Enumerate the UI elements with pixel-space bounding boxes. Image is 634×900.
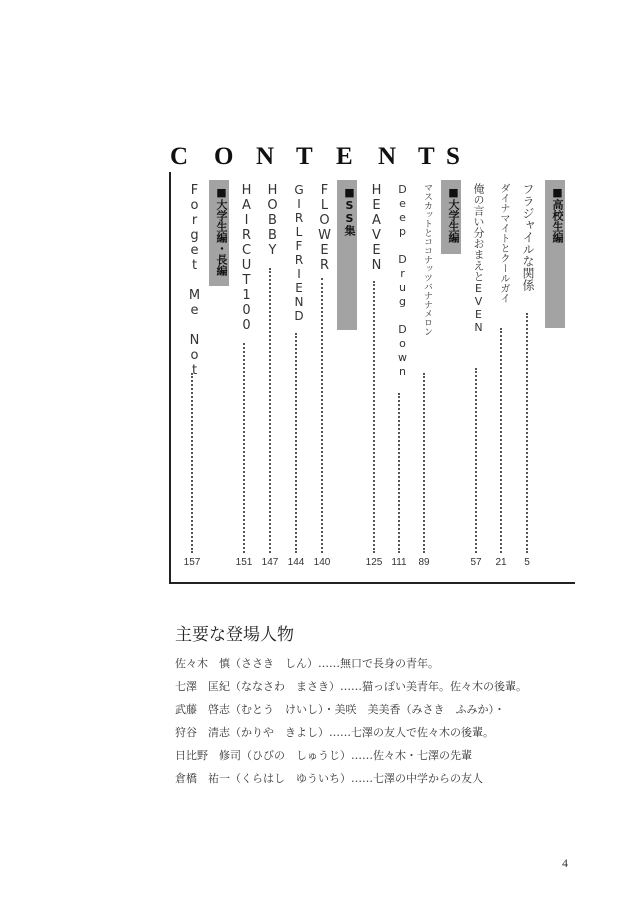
character-line: 佐々木 慎（ささき しん）……無口で長身の青年。 — [175, 657, 439, 670]
leader-dots — [475, 368, 477, 553]
leader-dots — [373, 281, 375, 553]
title-letter: T — [418, 143, 435, 170]
title-letter: T — [296, 143, 313, 170]
toc-entry[interactable] — [234, 183, 254, 555]
toc-entry[interactable] — [312, 183, 332, 555]
entry-page: 151 — [235, 557, 253, 568]
title-letter: C — [170, 143, 189, 170]
entry-page: 125 — [365, 557, 383, 568]
section-highschool — [545, 180, 565, 328]
entry-page: 5 — [524, 557, 530, 568]
entry-title: Forget Me Not — [187, 183, 202, 378]
characters-heading: 主要な登場人物 — [175, 625, 294, 645]
entry-title: フラジャイルな関係 — [521, 183, 535, 291]
title-letter: N — [378, 143, 397, 170]
entry-page: 144 — [287, 557, 305, 568]
entry-title: HAIRCUT100 — [239, 183, 254, 333]
leader-dots — [295, 333, 297, 553]
entry-title: HEAVEN — [369, 183, 384, 273]
toc-entry[interactable] — [364, 183, 384, 555]
leader-dots — [526, 313, 528, 553]
leader-dots — [243, 343, 245, 553]
entry-page: 157 — [183, 557, 201, 568]
entry-title: 俺の言い分おまえとEVEN — [472, 183, 485, 334]
section-label: ■大学生編 — [447, 186, 460, 243]
entry-title: Deep Drug Down — [396, 183, 409, 379]
toc-entry[interactable] — [517, 183, 537, 555]
page-number: 4 — [562, 856, 568, 870]
character-line: 狩谷 清志（かりや きよし）……七澤の友人で佐々木の後輩。 — [175, 726, 494, 739]
entry-title: ダイナマイトとクールガイ — [498, 183, 509, 303]
section-label: ■高校生編 — [551, 186, 564, 243]
leader-dots — [500, 328, 502, 553]
character-line: 武藤 啓志（むとう けいし）・美咲 美美香（みさき ふみか）・ — [175, 703, 505, 716]
entry-page: 111 — [391, 557, 407, 568]
entry-page: 89 — [418, 557, 430, 568]
leader-dots — [321, 278, 323, 553]
toc-entry[interactable] — [389, 183, 409, 555]
entry-title: マスカットとココナッツバナナメロン — [422, 183, 432, 336]
title-letter: S — [446, 143, 460, 170]
character-line: 七澤 匡紀（ななさわ まさき）……猫っぽい美青年。佐々木の後輩。 — [175, 680, 527, 693]
character-line: 日比野 修司（ひびの しゅうじ）……佐々木・七澤の先輩 — [175, 749, 472, 762]
title-letter: N — [256, 143, 275, 170]
entry-page: 57 — [470, 557, 482, 568]
toc-entry[interactable] — [260, 183, 280, 555]
entry-page: 21 — [495, 557, 507, 568]
title-letter: E — [336, 143, 353, 170]
leader-dots — [191, 373, 193, 553]
leader-dots — [423, 373, 425, 553]
contents-title — [168, 143, 468, 171]
section-label: ■大学生編・長編 — [215, 186, 228, 276]
entry-title: HOBBY — [265, 183, 280, 258]
entry-page: 140 — [313, 557, 331, 568]
entry-title: GIRLFRIEND — [292, 183, 306, 323]
toc-entry[interactable] — [491, 183, 511, 555]
character-line: 倉橋 祐一（くらはし ゆういち）……七澤の中学からの友人 — [175, 772, 483, 785]
leader-dots — [398, 393, 400, 553]
toc-entry[interactable] — [466, 183, 486, 555]
toc-entry[interactable] — [182, 183, 202, 555]
title-letter: O — [214, 143, 234, 170]
leader-dots — [269, 268, 271, 553]
toc-entry[interactable] — [414, 183, 434, 555]
section-label: ■SS集 — [343, 186, 356, 236]
section-university-long — [209, 180, 229, 286]
entry-title: FLOWER — [317, 183, 332, 273]
entry-page: 147 — [261, 557, 279, 568]
section-university — [441, 180, 461, 254]
section-ss — [337, 180, 357, 330]
toc-entry[interactable] — [286, 183, 306, 555]
